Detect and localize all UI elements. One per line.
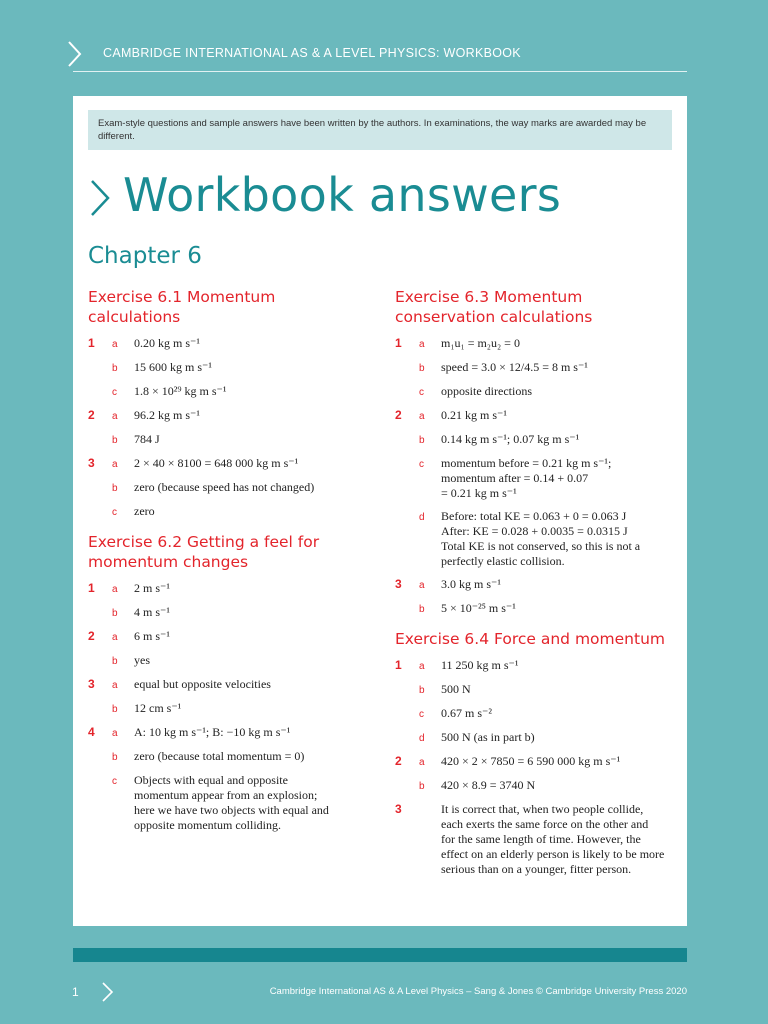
answer-row [88,773,368,833]
question-number: 3 [88,677,95,691]
left-column [88,287,368,841]
answer-row [395,730,677,746]
answer-text: 11 250 kg m s⁻¹ [441,658,519,672]
answer-text: Objects with equal and opposite momentum appear from an explosion; here we have two objects with equal and opposite momentum colliding. [134,773,329,832]
answer-text: 420 × 8.9 = 3740 N [441,778,536,792]
answer-text: 6 m s⁻¹ [134,629,170,643]
answer-text: 0.21 kg m s⁻¹ [441,408,507,422]
answer-row [395,706,677,722]
answer-row [88,677,368,693]
part-letter: b [112,752,118,763]
exercise-heading: Exercise 6.4 Force and momentum [395,630,665,648]
answer-text: momentum before = 0.21 kg m s⁻¹; momentum after = 0.14 + 0.07 = 0.21 kg m s⁻¹ [441,456,612,500]
answer-text: 1.8 × 10²⁹ kg m s⁻¹ [134,384,227,398]
part-letter: d [419,512,425,523]
question-number: 2 [395,754,402,768]
answer-text: 3.0 kg m s⁻¹ [441,577,501,591]
exercise-section [395,287,677,617]
answer-text: zero (because total momentum = 0) [134,749,305,763]
part-letter: a [419,580,425,591]
part-letter: a [112,728,118,739]
part-letter: b [419,781,425,792]
answer-row [395,360,677,376]
part-letter: b [112,435,118,446]
question-number: 3 [395,577,402,591]
question-number: 4 [88,725,95,739]
answer-text: 4 m s⁻¹ [134,605,170,619]
answer-text: A: 10 kg m s⁻¹; B: −10 kg m s⁻¹ [134,725,291,739]
answer-text: equal but opposite velocities [134,677,271,691]
answer-text: zero (because speed has not changed) [134,480,315,494]
answer-row [88,581,368,597]
part-letter: b [419,685,425,696]
answer-text: 420 × 2 × 7850 = 6 590 000 kg m s⁻¹ [441,754,621,768]
part-letter: b [112,363,118,374]
answer-text: zero [134,504,155,518]
answer-row [395,778,677,794]
answer-row [395,577,677,593]
exercise-heading: Exercise 6.1 Momentum calculations [88,288,276,326]
answer-row [88,408,368,424]
chapter-heading: Chapter 6 [88,243,202,269]
answer-row [395,384,677,400]
running-header: CAMBRIDGE INTERNATIONAL AS & A LEVEL PHYSICS: WORKBOOK [103,46,521,60]
part-letter: b [419,435,425,446]
chevron-right-icon [101,981,115,1003]
answer-text: 96.2 kg m s⁻¹ [134,408,200,422]
question-number: 1 [88,336,95,350]
exercise-heading: Exercise 6.3 Momentum conservation calculations [395,288,593,326]
answer-row [88,749,368,765]
footer-bar [73,948,687,962]
page-content [73,96,687,926]
exercise-section [88,532,368,833]
part-letter: a [419,411,425,422]
answer-row [88,605,368,621]
answer-text: m₁u₁ = m₂u₂ = 0 [441,336,520,350]
answer-row [395,658,677,674]
right-column [395,287,677,885]
part-letter: b [112,704,118,715]
part-letter: c [112,387,117,398]
answer-text: speed = 3.0 × 12/4.5 = 8 m s⁻¹ [441,360,588,374]
answer-text: 500 N [441,682,471,696]
answer-row [88,504,368,520]
answer-row [88,629,368,645]
part-letter: c [112,507,117,518]
answer-row [88,653,368,669]
part-letter: a [112,584,118,595]
answer-text: 5 × 10⁻²⁵ m s⁻¹ [441,601,516,615]
answer-text: 0.67 m s⁻² [441,706,492,720]
part-letter: a [419,757,425,768]
part-letter: a [112,680,118,691]
answer-row [395,432,677,448]
question-number: 3 [88,456,95,470]
exercise-heading: Exercise 6.2 Getting a feel for momentum changes [88,533,320,571]
copyright-footer: Cambridge International AS & A Level Physics – Sang & Jones © Cambridge University Press 2020 [269,986,687,997]
question-number: 2 [395,408,402,422]
answer-text: 15 600 kg m s⁻¹ [134,360,212,374]
answer-row [395,509,677,569]
answer-text: It is correct that, when two people collide, each exerts the same force on the other and for the same length of time. However, the effect on an elderly person is likely to be more serious than on a younger, fitter person. [441,802,665,876]
answer-text: 2 m s⁻¹ [134,581,170,595]
question-number: 2 [88,629,95,643]
answer-text: 500 N (as in part b) [441,730,535,744]
answer-row [395,802,677,877]
answer-row [395,601,677,617]
part-letter: c [419,459,424,470]
part-letter: b [419,604,425,615]
part-letter: a [419,339,425,350]
answer-row [88,360,368,376]
part-letter: b [419,363,425,374]
answer-text: 784 J [134,432,160,446]
part-letter: c [419,709,424,720]
question-number: 1 [395,336,402,350]
answer-text: 12 cm s⁻¹ [134,701,182,715]
part-letter [419,802,441,803]
answer-row [88,336,368,352]
answer-row [88,701,368,717]
answer-text: 0.20 kg m s⁻¹ [134,336,200,350]
part-letter: a [112,632,118,643]
answer-text: yes [134,653,150,667]
answer-text: opposite directions [441,384,532,398]
answer-row [395,408,677,424]
answer-row [395,456,677,501]
part-letter: a [112,411,118,422]
answer-text: 2 × 40 × 8100 = 648 000 kg m s⁻¹ [134,456,299,470]
part-letter: c [419,387,424,398]
answer-row [88,432,368,448]
question-number: 2 [88,408,95,422]
page-number: 1 [72,985,79,999]
answer-row [395,336,677,352]
answer-row [395,754,677,770]
chevron-right-icon [66,40,84,68]
answer-row [88,456,368,472]
answer-row [88,480,368,496]
part-letter: b [112,608,118,619]
disclaimer-note: Exam-style questions and sample answers have been written by the authors. In examinations, the way marks are awarded may be different. [88,110,672,150]
chevron-right-icon [88,178,112,218]
part-letter: c [112,776,117,787]
answer-text: Before: total KE = 0.063 + 0 = 0.063 J After: KE = 0.028 + 0.0035 = 0.0315 J Total KE is not conserved, so this is not a perfectly elastic collision. [441,509,641,568]
exercise-section [88,287,368,520]
exercise-section [395,629,677,877]
page-title: Workbook answers [123,168,562,222]
part-letter: a [419,661,425,672]
answer-text: 0.14 kg m s⁻¹; 0.07 kg m s⁻¹ [441,432,580,446]
part-letter: a [112,459,118,470]
answer-row [395,682,677,698]
question-number: 3 [395,802,402,816]
part-letter: d [419,733,425,744]
part-letter: b [112,656,118,667]
answer-row [88,384,368,400]
header-divider [73,71,687,72]
question-number: 1 [395,658,402,672]
answer-row [88,725,368,741]
part-letter: a [112,339,118,350]
question-number: 1 [88,581,95,595]
part-letter: b [112,483,118,494]
